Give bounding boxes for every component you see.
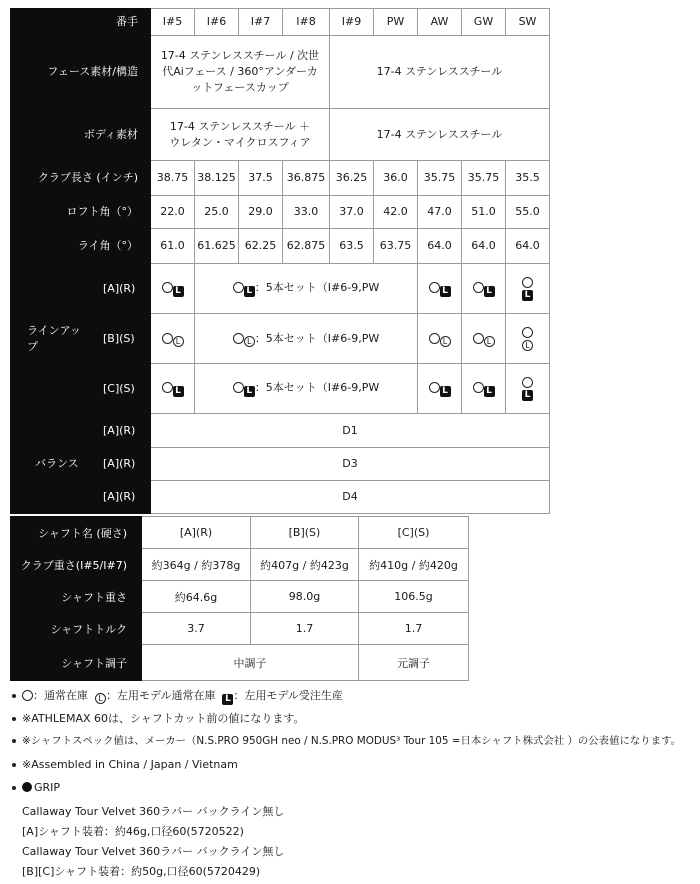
circle-icon bbox=[162, 382, 173, 393]
note-2: ※シャフトスペック値は、メーカー（N.S.PRO 950GH neo / N.S.PRO MODUS³ Tour 105 =日本シャフト株式会社 ）の公表値になります。 bbox=[10, 730, 700, 753]
shaft-weight: 約64.6g bbox=[142, 581, 251, 613]
shaft-weight-label: シャフト重さ bbox=[11, 581, 142, 613]
lineup-sw bbox=[506, 314, 550, 364]
length-cell: 35.75 bbox=[462, 161, 506, 196]
balance-sub-label: [A](R) bbox=[95, 481, 151, 514]
circle-icon bbox=[429, 333, 440, 344]
length-cell: 35.5 bbox=[506, 161, 550, 196]
bullet-icon bbox=[12, 763, 16, 767]
row-label-lineup: ラインアップ bbox=[11, 264, 95, 414]
balance-value: D4 bbox=[151, 481, 550, 514]
legend-left-order: ：左用モデル受注生産 bbox=[233, 689, 343, 702]
left-L-block-icon: L bbox=[244, 286, 255, 297]
circle-icon bbox=[429, 282, 440, 293]
circle-icon bbox=[473, 333, 484, 344]
loft-cell: 33.0 bbox=[283, 196, 330, 229]
col-header: I#7 bbox=[239, 9, 283, 36]
left-L-block-icon: L bbox=[484, 386, 495, 397]
shaft-torque-label: シャフトトルク bbox=[11, 613, 142, 645]
col-header: AW bbox=[418, 9, 462, 36]
note-1: ※ATHLEMAX 60は、シャフトカット前の値になります。 bbox=[10, 707, 700, 730]
row-label-face: フェース素材/構造 bbox=[11, 36, 151, 109]
col-header: GW bbox=[462, 9, 506, 36]
lineup-gw bbox=[462, 364, 506, 414]
club-weight: 約407g / 約423g bbox=[251, 549, 359, 581]
lineup-sub-label: [A](R) bbox=[95, 264, 151, 314]
legend-note bbox=[10, 684, 700, 707]
balance-value: D1 bbox=[151, 414, 550, 448]
circle-icon bbox=[22, 690, 33, 701]
shaft-kick-label: シャフト調子 bbox=[11, 645, 142, 681]
shaft-kick: 中調子 bbox=[142, 645, 359, 681]
length-cell: 36.25 bbox=[330, 161, 374, 196]
left-L-block-icon: L bbox=[222, 694, 233, 705]
lineup-sw bbox=[506, 264, 550, 314]
row-label-lie: ライ角（°） bbox=[11, 229, 151, 264]
length-cell: 38.75 bbox=[151, 161, 195, 196]
shaft-torque: 1.7 bbox=[251, 613, 359, 645]
shaft-name: [A](R) bbox=[142, 517, 251, 549]
length-cell: 36.875 bbox=[283, 161, 330, 196]
shaft-kick: 元調子 bbox=[359, 645, 469, 681]
body-material-b: 17-4 ステンレススチール bbox=[330, 109, 550, 161]
col-header: I#9 bbox=[330, 9, 374, 36]
lineup-i5 bbox=[151, 364, 195, 414]
col-header: I#6 bbox=[195, 9, 239, 36]
circle-icon bbox=[162, 333, 173, 344]
lie-cell: 62.875 bbox=[283, 229, 330, 264]
lineup-i5 bbox=[151, 264, 195, 314]
circle-icon bbox=[473, 382, 484, 393]
left-L-block-icon: L bbox=[522, 290, 533, 301]
balance-sub-label: [A](R) bbox=[95, 448, 151, 481]
grip-details bbox=[22, 802, 284, 882]
left-L-circle-icon: L bbox=[173, 336, 184, 347]
grip-line: [B][C]シャフト装着：約50g,口径60(5720429) bbox=[22, 865, 261, 878]
left-L-block-icon: L bbox=[522, 390, 533, 401]
lineup-aw bbox=[418, 364, 462, 414]
shaft-torque: 3.7 bbox=[142, 613, 251, 645]
left-L-circle-icon: L bbox=[244, 336, 255, 347]
left-L-circle-icon: L bbox=[522, 340, 533, 351]
lineup-set bbox=[195, 364, 418, 414]
length-cell: 37.5 bbox=[239, 161, 283, 196]
lie-cell: 64.0 bbox=[506, 229, 550, 264]
balance-value: D3 bbox=[151, 448, 550, 481]
bullet-icon bbox=[12, 717, 16, 721]
left-L-circle-icon: L bbox=[484, 336, 495, 347]
grip-title: GRIP bbox=[10, 776, 700, 799]
shaft-weight: 106.5g bbox=[359, 581, 469, 613]
row-label-loft: ロフト角（°） bbox=[11, 196, 151, 229]
lie-cell: 61.0 bbox=[151, 229, 195, 264]
shaft-name-label: シャフト名 (硬さ) bbox=[11, 517, 142, 549]
shaft-table bbox=[10, 516, 469, 681]
col-header: I#5 bbox=[151, 9, 195, 36]
shaft-torque: 1.7 bbox=[359, 613, 469, 645]
lineup-set-text: ：5本セット（I#6-9,PW bbox=[254, 281, 380, 294]
circle-icon bbox=[233, 382, 244, 393]
lie-cell: 64.0 bbox=[418, 229, 462, 264]
lineup-gw bbox=[462, 264, 506, 314]
loft-cell: 25.0 bbox=[195, 196, 239, 229]
row-label-body: ボディ素材 bbox=[11, 109, 151, 161]
shaft-weight: 98.0g bbox=[251, 581, 359, 613]
left-L-block-icon: L bbox=[484, 286, 495, 297]
bullet-icon bbox=[12, 786, 16, 790]
grip-line: [A]シャフト装着：約46g,口径60(5720522) bbox=[22, 825, 244, 838]
lineup-sw bbox=[506, 364, 550, 414]
club-weight: 約410g / 約420g bbox=[359, 549, 469, 581]
balance-sub-label: [A](R) bbox=[95, 414, 151, 448]
lineup-aw bbox=[418, 314, 462, 364]
lie-cell: 63.5 bbox=[330, 229, 374, 264]
lineup-set-text: ：5本セット（I#6-9,PW bbox=[254, 381, 380, 394]
col-header: SW bbox=[506, 9, 550, 36]
loft-cell: 47.0 bbox=[418, 196, 462, 229]
loft-cell: 37.0 bbox=[330, 196, 374, 229]
shaft-name: [B](S) bbox=[251, 517, 359, 549]
row-label-number: 番手 bbox=[11, 9, 151, 36]
length-cell: 38.125 bbox=[195, 161, 239, 196]
left-L-block-icon: L bbox=[440, 386, 451, 397]
club-weight-label: クラブ重さ(I#5/I#7) bbox=[11, 549, 142, 581]
lineup-i5 bbox=[151, 314, 195, 364]
legend-left-stock: ：左用モデル通常在庫 bbox=[106, 689, 216, 702]
face-material-a: 17-4 ステンレススチール / 次世代Aiフェース / 360°アンダーカットフェースカップ bbox=[151, 36, 330, 109]
lineup-set-text: ：5本セット（I#6-9,PW bbox=[254, 331, 380, 345]
left-L-block-icon: L bbox=[173, 286, 184, 297]
circle-icon bbox=[522, 377, 533, 388]
left-L-circle-icon: L bbox=[440, 336, 451, 347]
bullet-icon bbox=[12, 739, 16, 743]
grip-line: Callaway Tour Velvet 360ラバー バックライン無し bbox=[22, 805, 285, 818]
body-material-a: 17-4 ステンレススチール ＋ ウレタン・マイクロスフィア bbox=[151, 109, 330, 161]
row-label-balance: バランス bbox=[11, 414, 95, 514]
lineup-sub-label: [C](S) bbox=[95, 364, 151, 414]
lineup-gw bbox=[462, 314, 506, 364]
club-weight: 約364g / 約378g bbox=[142, 549, 251, 581]
circle-icon bbox=[522, 327, 533, 338]
lineup-set bbox=[195, 264, 418, 314]
grip-line: Callaway Tour Velvet 360ラバー バックライン無し bbox=[22, 845, 285, 858]
circle-icon bbox=[233, 282, 244, 293]
loft-cell: 51.0 bbox=[462, 196, 506, 229]
col-header: PW bbox=[374, 9, 418, 36]
lie-cell: 64.0 bbox=[462, 229, 506, 264]
circle-icon bbox=[162, 282, 173, 293]
loft-cell: 29.0 bbox=[239, 196, 283, 229]
legend-stock: ：通常在庫 bbox=[33, 689, 88, 702]
left-L-block-icon: L bbox=[244, 386, 255, 397]
lineup-sub-label: [B](S) bbox=[95, 314, 151, 364]
left-L-circle-icon: L bbox=[95, 693, 106, 704]
lineup-aw bbox=[418, 264, 462, 314]
lie-cell: 61.625 bbox=[195, 229, 239, 264]
note-3: ※Assembled in China / Japan / Vietnam bbox=[10, 753, 700, 776]
circle-icon bbox=[522, 277, 533, 288]
left-L-block-icon: L bbox=[173, 386, 184, 397]
lineup-set bbox=[195, 314, 418, 364]
length-cell: 36.0 bbox=[374, 161, 418, 196]
loft-cell: 55.0 bbox=[506, 196, 550, 229]
circle-icon bbox=[473, 282, 484, 293]
loft-cell: 42.0 bbox=[374, 196, 418, 229]
length-cell: 35.75 bbox=[418, 161, 462, 196]
notes bbox=[10, 684, 700, 799]
row-label-length: クラブ長さ (インチ) bbox=[11, 161, 151, 196]
filled-circle-icon bbox=[22, 782, 32, 792]
col-header: I#8 bbox=[283, 9, 330, 36]
loft-cell: 22.0 bbox=[151, 196, 195, 229]
bullet-icon bbox=[12, 694, 16, 698]
circle-icon bbox=[233, 333, 244, 344]
left-L-block-icon: L bbox=[440, 286, 451, 297]
circle-icon bbox=[429, 382, 440, 393]
lie-cell: 63.75 bbox=[374, 229, 418, 264]
spec-table bbox=[10, 8, 550, 514]
lie-cell: 62.25 bbox=[239, 229, 283, 264]
shaft-name: [C](S) bbox=[359, 517, 469, 549]
face-material-b: 17-4 ステンレススチール bbox=[330, 36, 550, 109]
